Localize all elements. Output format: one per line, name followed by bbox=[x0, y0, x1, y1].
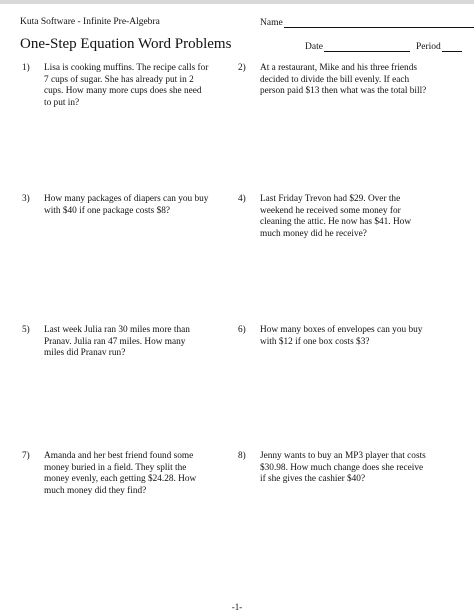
name-field[interactable] bbox=[260, 17, 474, 28]
period-blank[interactable] bbox=[442, 41, 462, 52]
date-blank[interactable] bbox=[324, 41, 410, 52]
problem-number: 2) bbox=[238, 63, 246, 73]
problem-text bbox=[260, 325, 451, 348]
problem-line: cleaning the attic. He now has $41. How bbox=[260, 217, 412, 228]
top-border bbox=[0, 0, 474, 4]
problem-text bbox=[44, 63, 215, 109]
problem-line: much money did they find? bbox=[44, 485, 147, 496]
problem-text bbox=[44, 194, 215, 217]
problem-line: cups. How many more cups does she need bbox=[44, 86, 202, 97]
page-number: -1- bbox=[231, 602, 243, 612]
date-period-fields bbox=[305, 41, 462, 52]
problem-line: miles did Pranav run? bbox=[44, 348, 126, 359]
problem-number: 3) bbox=[22, 194, 30, 204]
problem-line: Last Friday Trevon had $29. Over the bbox=[260, 194, 401, 204]
problem-line: Pranav. Julia ran 47 miles. How many bbox=[44, 336, 186, 347]
problem-line: weekend he received some money for bbox=[260, 205, 401, 216]
problem-line: person paid $13 then what was the total bill? bbox=[260, 86, 427, 97]
problem-8 bbox=[236, 451, 451, 486]
problem-line: $30.98. How much change does she receive bbox=[260, 462, 424, 473]
problem-number: 7) bbox=[22, 451, 30, 461]
problem-line: How many packages of diapers can you buy bbox=[44, 194, 209, 204]
name-blank[interactable] bbox=[284, 17, 474, 28]
problem-line: At a restaurant, Mike and his three friends bbox=[260, 63, 417, 73]
period-label: Period bbox=[415, 42, 441, 52]
page-title: One-Step Equation Word Problems bbox=[20, 36, 232, 52]
problem-number: 6) bbox=[238, 325, 246, 335]
problem-line: with $12 if one box costs $3? bbox=[260, 336, 370, 347]
problem-text bbox=[260, 194, 451, 240]
problem-number: 8) bbox=[238, 451, 246, 461]
publisher-label: Kuta Software - Infinite Pre-Algebra bbox=[20, 17, 160, 27]
problem-1 bbox=[20, 63, 215, 109]
problem-number: 1) bbox=[22, 63, 30, 73]
problem-text bbox=[260, 451, 451, 486]
problem-7 bbox=[20, 451, 215, 497]
problem-line: How many boxes of envelopes can you buy bbox=[260, 325, 423, 335]
problem-5 bbox=[20, 325, 215, 360]
problem-6 bbox=[236, 325, 451, 348]
problem-text bbox=[44, 325, 215, 360]
problem-line: Jenny wants to buy an MP3 player that costs bbox=[260, 451, 426, 461]
problem-line: Amanda and her best friend found some bbox=[44, 451, 194, 461]
problem-line: Lisa is cooking muffins. The recipe calls for bbox=[44, 63, 209, 73]
problem-text bbox=[44, 451, 215, 497]
problem-line: with $40 if one package costs $8? bbox=[44, 205, 170, 216]
problem-line: 7 cups of sugar. She has already put in 2 bbox=[44, 74, 194, 85]
problem-line: if she gives the cashier $40? bbox=[260, 474, 366, 485]
date-label: Date bbox=[305, 42, 323, 52]
problem-number: 4) bbox=[238, 194, 246, 204]
problem-text bbox=[260, 63, 451, 98]
problem-line: decided to divide the bill evenly. If each bbox=[260, 74, 410, 85]
problem-2 bbox=[236, 63, 451, 98]
problem-number: 5) bbox=[22, 325, 30, 335]
name-label: Name bbox=[260, 18, 283, 28]
problem-line: money evenly, each getting $24.28. How bbox=[44, 474, 197, 485]
problem-line: much money did he receive? bbox=[260, 228, 367, 239]
problem-line: money buried in a field. They split the bbox=[44, 462, 187, 473]
problem-4 bbox=[236, 194, 451, 240]
problem-3 bbox=[20, 194, 215, 217]
problem-line: Last week Julia ran 30 miles more than bbox=[44, 325, 190, 335]
problem-line: to put in? bbox=[44, 97, 80, 108]
